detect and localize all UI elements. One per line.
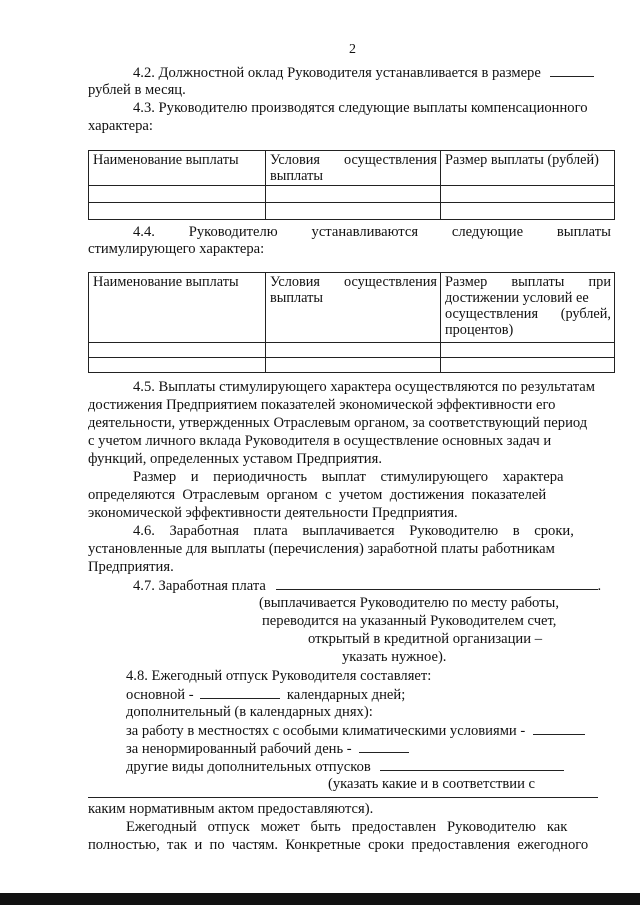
table-header-row bbox=[89, 273, 615, 343]
clause-4-7-note4: указать нужное). bbox=[342, 649, 447, 665]
clause-4-5-line5: функций, определенных уставом Предприятия. bbox=[88, 451, 382, 467]
clause-4-5-line3: деятельности, утвержденных Отраслевым органом, за соответствующий период bbox=[88, 415, 588, 431]
table-row bbox=[89, 203, 615, 220]
other-leave-blank bbox=[380, 758, 564, 771]
clause-4-3-line1: 4.3. Руководителю производятся следующие выплаты компенсационного bbox=[133, 100, 588, 116]
salary-method-blank bbox=[276, 577, 598, 590]
clause-4-5-line2: достижения Предприятием показателей экономической эффективности его bbox=[88, 397, 556, 413]
clause-4-8-line7: (указать какие и в соответствии с bbox=[328, 776, 536, 792]
basic-leave-days-blank bbox=[200, 686, 280, 699]
table-row bbox=[89, 343, 615, 358]
table-row bbox=[89, 186, 615, 203]
clause-4-5-b-line1: Размер и периодичность выплат стимулирующего характера bbox=[133, 469, 564, 485]
clause-annual-leave-line2: полностью, так и по частям. Конкретные сроки предоставления ежегодного bbox=[88, 837, 589, 853]
clause-4-2-line1 bbox=[133, 64, 594, 82]
table-header-row bbox=[89, 151, 615, 186]
clause-4-6-line2: установленные для выплаты (перечисления) заработной платы работникам bbox=[88, 541, 555, 557]
clause-4-5-line1: 4.5. Выплаты стимулирующего характера осуществляются по результатам bbox=[133, 379, 595, 395]
clause-4-2-text: 4.2. Должностной оклад Руководителя устанавливается в размере bbox=[133, 65, 541, 81]
header-payment-amount: Размер выплаты при достижении условий ее осуществления (рублей, процентов) bbox=[441, 273, 615, 343]
clause-4-8-line2: основной - календарных дней; bbox=[126, 687, 406, 703]
header-payment-amount: Размер выплаты (рублей) bbox=[441, 151, 615, 186]
compensation-payments-table bbox=[88, 150, 615, 220]
clause-4-8-line6: другие виды дополнительных отпусков bbox=[126, 758, 564, 776]
clause-annual-leave-line1: Ежегодный отпуск может быть предоставлен Руководителю как bbox=[126, 819, 568, 835]
clause-4-4-line1: 4.4. Руководителю устанавливаются следующие выплаты bbox=[133, 224, 611, 240]
irregular-day-leave-blank bbox=[359, 740, 409, 753]
clause-4-6-line3: Предприятия. bbox=[88, 559, 174, 575]
header-payment-conditions: Условия осуществления выплаты bbox=[266, 273, 441, 343]
clause-4-5-b-line2: определяются Отраслевым органом с учетом достижения показателей bbox=[88, 487, 547, 503]
clause-4-5-b-line3: экономической эффективности деятельности Предприятия. bbox=[88, 505, 458, 521]
header-payment-name: Наименование выплаты bbox=[89, 151, 266, 186]
clause-4-8-line4: за работу в местностях с особыми климатическими условиями - bbox=[126, 722, 585, 740]
salary-amount-blank bbox=[550, 64, 594, 77]
clause-4-7-note2: переводится на указанный Руководителем счет, bbox=[262, 613, 557, 629]
clause-4-5-line4: с учетом личного вклада Руководителя в осуществление основных задач и bbox=[88, 433, 552, 449]
clause-4-7-note1: (выплачивается Руководителю по месту работы, bbox=[259, 595, 559, 611]
clause-4-8-line1: 4.8. Ежегодный отпуск Руководителя составляет: bbox=[126, 668, 432, 684]
clause-4-8-line8: каким нормативным актом предоставляются). bbox=[88, 801, 374, 817]
clause-4-2-line2: рублей в месяц. bbox=[88, 82, 186, 98]
table-row bbox=[89, 358, 615, 373]
climate-leave-blank bbox=[533, 722, 585, 735]
clause-4-6-line1: 4.6. Заработная плата выплачивается Руководителю в сроки, bbox=[133, 523, 574, 539]
scan-bottom-edge bbox=[0, 893, 640, 905]
clause-4-7-line1: 4.7. Заработная плата . bbox=[133, 578, 602, 594]
clause-4-7-note3: открытый в кредитной организации – bbox=[308, 631, 542, 647]
clause-4-8-line3: дополнительный (в календарных днях): bbox=[126, 704, 373, 720]
header-payment-name: Наименование выплаты bbox=[89, 273, 266, 343]
clause-4-4-line2: стимулирующего характера: bbox=[88, 241, 265, 257]
header-payment-conditions: Условия осуществления выплаты bbox=[266, 151, 441, 186]
incentive-payments-table bbox=[88, 272, 615, 373]
clause-4-3-line2: характера: bbox=[88, 118, 153, 134]
page-number: 2 bbox=[349, 42, 356, 57]
underline-rule bbox=[88, 797, 598, 798]
clause-4-8-line5: за ненормированный рабочий день - bbox=[126, 740, 409, 758]
